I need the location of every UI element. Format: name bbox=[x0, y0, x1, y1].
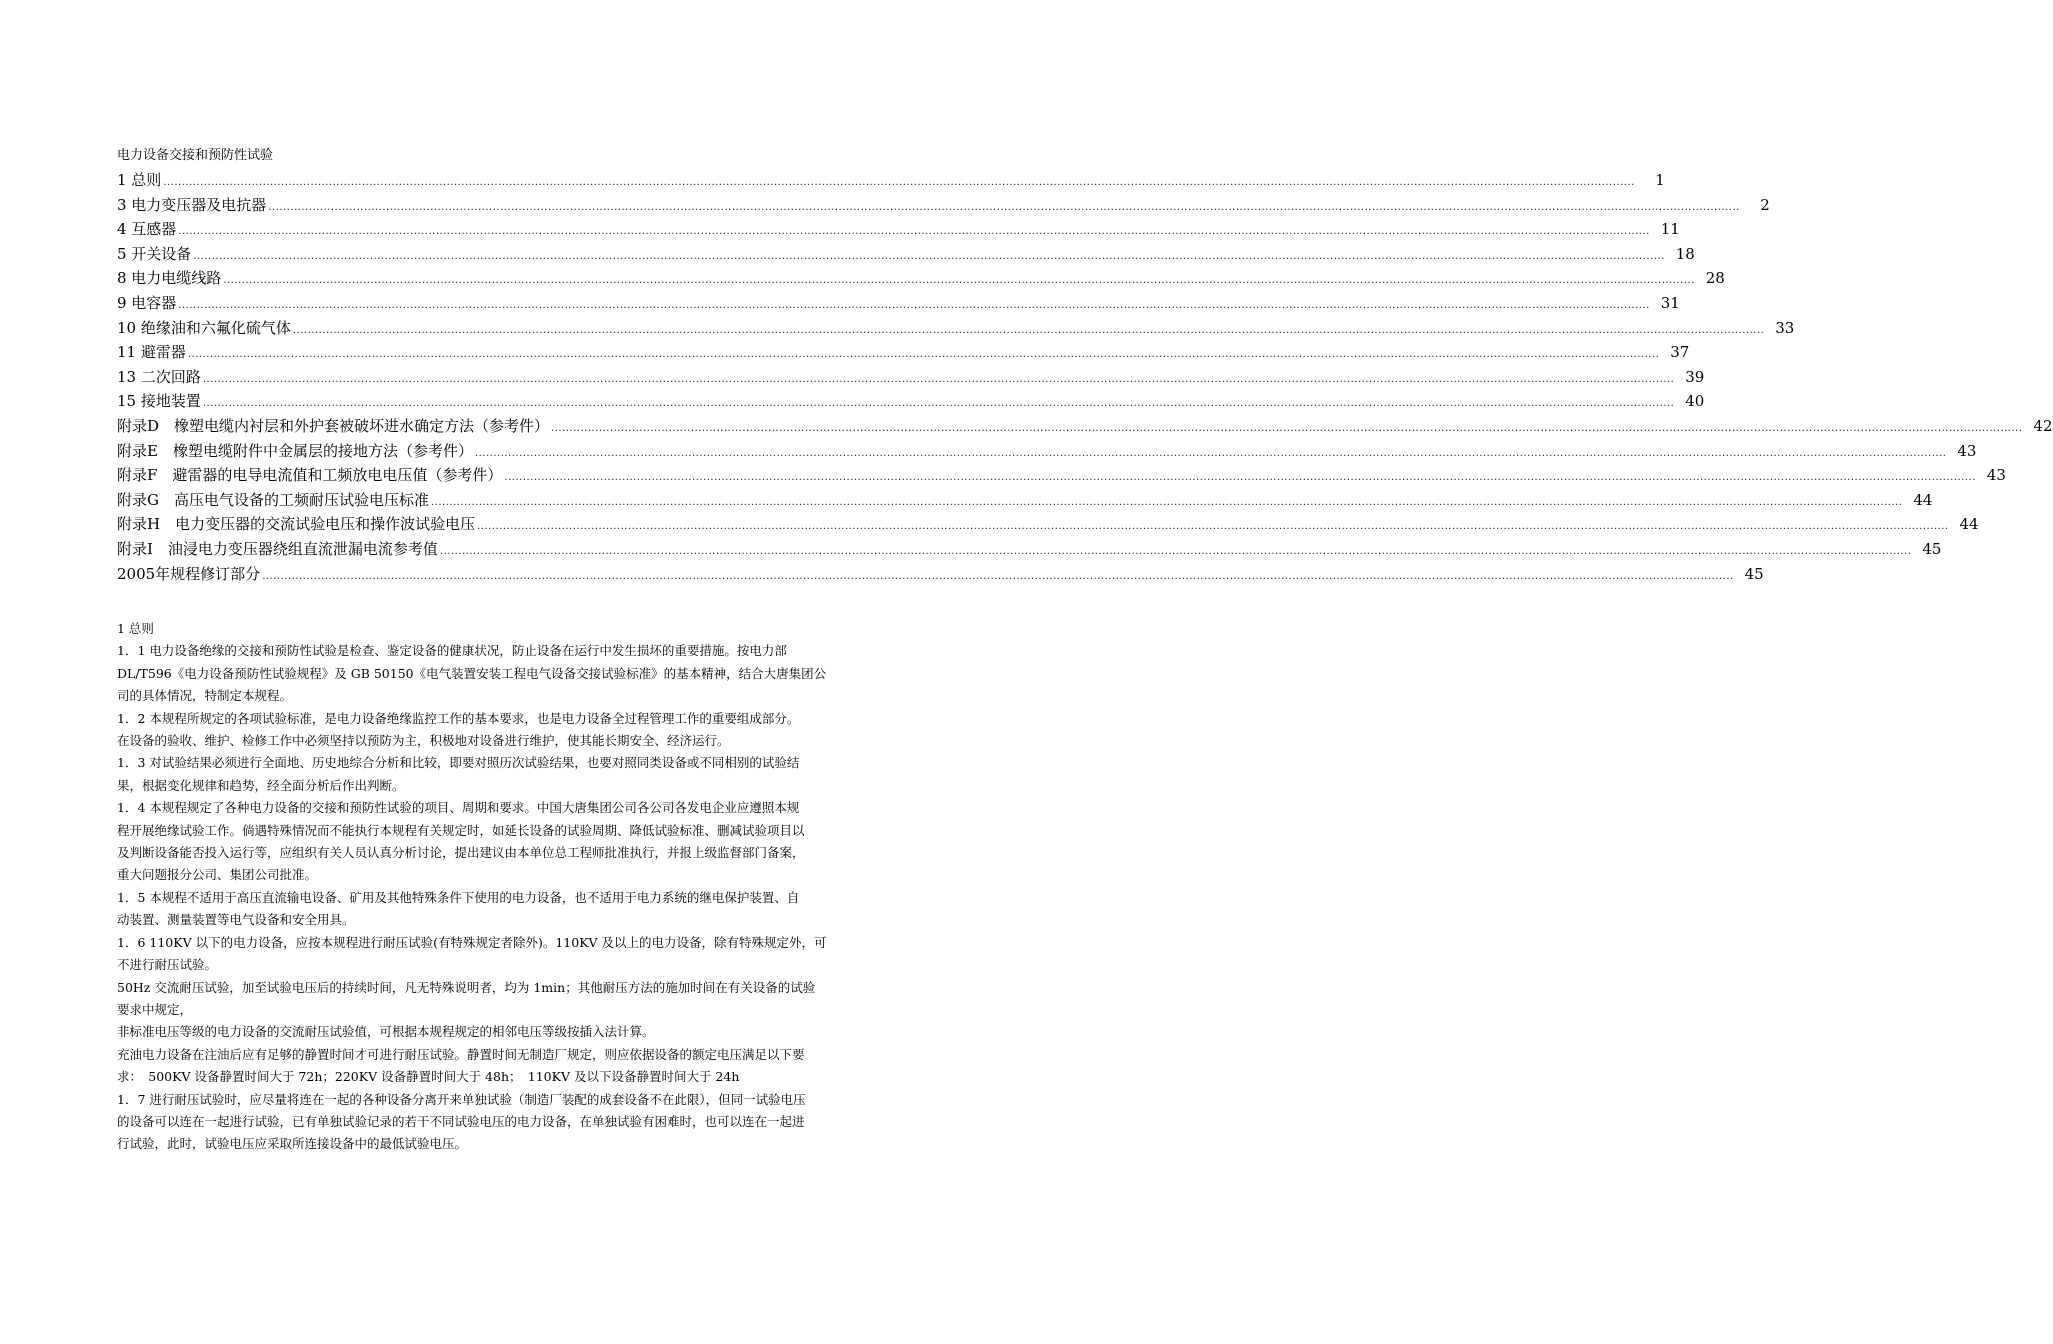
toc-entry-page: 42 bbox=[2033, 416, 2053, 435]
toc-leader-dots: ................................................................................................................................................................................................................................................................................................................................................................................................................ bbox=[477, 521, 1949, 533]
toc-entry[interactable] bbox=[117, 217, 1680, 242]
body-line: 在设备的验收、维护、检修工作中必须坚持以预防为主，积极地对设备进行维护，使其能长期安全、经济运行。 bbox=[117, 733, 730, 749]
toc-entry-page: 2 bbox=[1760, 195, 1770, 214]
section-heading: 1 总则 bbox=[117, 621, 154, 636]
toc-leader-dots: ................................................................................................................................................................................................................................................................................................................................................................................................................ bbox=[504, 472, 1976, 484]
toc-entry-label: 8 电力电缆线路 bbox=[117, 269, 222, 288]
body-line: 1．2 本规程所规定的各项试验标准，是电力设备绝缘监控工作的基本要求，也是电力设备全过程管理工作的重要组成部分。 bbox=[117, 710, 800, 726]
body-line: 司的具体情况，特制定本规程。 bbox=[117, 688, 293, 704]
body-line: 充油电力设备在注油后应有足够的静置时间才可进行耐压试验。静置时间无制造厂规定，则应依据设备的额定电压满足以下要 bbox=[117, 1046, 805, 1062]
toc-leader-dots: ................................................................................................................................................................................................................................................................................................................................................................................................................ bbox=[431, 496, 1903, 508]
toc-entry-page: 39 bbox=[1685, 367, 1705, 386]
toc-entry-label: 附录I 油浸电力变压器绕组直流泄漏电流参考值 bbox=[117, 539, 438, 558]
toc-entry-page: 43 bbox=[1986, 466, 2006, 485]
toc-leader-dots: ................................................................................................................................................................................................................................................................................................................................................................................................................ bbox=[262, 570, 1734, 582]
toc-entry[interactable] bbox=[117, 242, 1695, 267]
toc-entry-label: 1 总则 bbox=[117, 171, 162, 189]
toc-entry-page: 1 bbox=[1655, 171, 1665, 189]
toc-entry-label: 附录H 电力变压器的交流试验电压和操作波试验电压 bbox=[117, 515, 476, 534]
body-line: 行试验，此时，试验电压应采取所连接设备中的最低试验电压。 bbox=[117, 1136, 468, 1152]
toc-leader-dots: ................................................................................................................................................................................................................................................................................................................................................................................................................ bbox=[292, 324, 1765, 336]
toc-entry-label: 2005年规程修订部分 bbox=[117, 564, 261, 583]
toc-entry[interactable] bbox=[117, 316, 1795, 341]
toc-entry[interactable] bbox=[117, 439, 1977, 464]
toc-entry[interactable] bbox=[117, 266, 1725, 291]
body-line: DL/T596《电力设备预防性试验规程》及 GB 50150《电气装置安装工程电气设备交接试验标准》的基本精神，结合大唐集团公 bbox=[117, 665, 827, 681]
toc-leader-dots: ................................................................................................................................................................................................................................................................................................................................................................................................................ bbox=[202, 373, 1675, 385]
toc-leader-dots: ................................................................................................................................................................................................................................................................................................................................................................................................................ bbox=[474, 447, 1947, 459]
toc-entry[interactable] bbox=[117, 414, 2053, 439]
body-line: 非标准电压等级的电力设备的交流耐压试验值，可根据本规程规定的相邻电压等级按插入法计算。 bbox=[117, 1024, 655, 1040]
toc-entry-page: 44 bbox=[1959, 515, 1979, 534]
table-of-contents bbox=[117, 168, 2053, 586]
toc-entry-page: 45 bbox=[1922, 539, 1942, 558]
toc-entry-page: 11 bbox=[1660, 220, 1680, 239]
toc-leader-dots: ................................................................................................................................................................................................................................................................................................................................................................................................................ bbox=[178, 226, 1650, 238]
toc-entry-page: 45 bbox=[1744, 564, 1764, 583]
toc-entry-label: 10 绝缘油和六氟化硫气体 bbox=[117, 318, 291, 337]
toc-entry[interactable] bbox=[117, 512, 1979, 537]
toc-entry-label: 附录E 橡塑电缆附件中金属层的接地方法（参考件） bbox=[117, 441, 473, 460]
toc-entry-label: 15 接地装置 bbox=[117, 392, 201, 411]
toc-entry[interactable] bbox=[117, 193, 1770, 218]
toc-entry-label: 13 二次回路 bbox=[117, 367, 201, 386]
body-line: 的设备可以连在一起进行试验，已有单独试验记录的若干不同试验电压的电力设备，在单独试验有困难时，也可以连在一起进 bbox=[117, 1113, 805, 1129]
toc-entry-label: 5 开关设备 bbox=[117, 244, 192, 263]
toc-entry[interactable] bbox=[117, 463, 2006, 488]
body-line: 程开展绝缘试验工作。倘遇特殊情况而不能执行本规程有关规定时，如延长设备的试验周期、降低试验标准、删减试验项目以 bbox=[117, 822, 805, 838]
toc-leader-dots: ................................................................................................................................................................................................................................................................................................................................................................................................................ bbox=[187, 349, 1660, 361]
body-line: 50Hz 交流耐压试验，加至试验电压后的持续时间，凡无特殊说明者，均为 1min；其他耐压方法的施加时间在有关设备的试验 bbox=[117, 979, 816, 995]
toc-entry-page: 28 bbox=[1705, 269, 1725, 288]
toc-leader-dots: ................................................................................................................................................................................................................................................................................................................................................................................................................ bbox=[223, 275, 1695, 287]
document-title: 电力设备交接和预防性试验 bbox=[117, 148, 274, 163]
toc-leader-dots: ................................................................................................................................................................................................................................................................................................................................................................................................................ bbox=[178, 299, 1650, 311]
body-line: 重大问题报分公司、集团公司批准。 bbox=[117, 867, 318, 883]
toc-leader-dots: ................................................................................................................................................................................................................................................................................................................................................................................................................ bbox=[163, 177, 1635, 188]
body-line: 动装置、测量装置等电气设备和安全用具。 bbox=[117, 912, 355, 928]
toc-leader-dots: ................................................................................................................................................................................................................................................................................................................................................................................................................ bbox=[202, 398, 1675, 410]
toc-entry-page: 40 bbox=[1685, 392, 1705, 411]
toc-leader-dots: ................................................................................................................................................................................................................................................................................................................................................................................................................ bbox=[193, 250, 1665, 262]
toc-entry-page: 37 bbox=[1670, 343, 1690, 362]
toc-entry-page: 31 bbox=[1660, 293, 1680, 312]
body-line: 要求中规定， bbox=[117, 1001, 193, 1017]
toc-entry-label: 附录F 避雷器的电导电流值和工频放电电压值（参考件） bbox=[117, 466, 503, 485]
body-line: 不进行耐压试验。 bbox=[117, 957, 218, 973]
toc-entry-label: 9 电容器 bbox=[117, 293, 177, 312]
toc-entry[interactable] bbox=[117, 562, 1764, 587]
body-line: 及判断设备能否投入运行等，应组织有关人员认真分析讨论，提出建议由本单位总工程师批准执行，并报上级监督部门备案， bbox=[117, 845, 805, 861]
toc-entry[interactable] bbox=[117, 389, 1705, 414]
toc-entry-label: 4 互感器 bbox=[117, 220, 177, 239]
toc-entry[interactable] bbox=[117, 537, 1942, 562]
document-body bbox=[117, 618, 909, 1156]
toc-entry-page: 18 bbox=[1675, 244, 1695, 263]
toc-entry[interactable] bbox=[117, 365, 1705, 390]
toc-entry-page: 33 bbox=[1775, 318, 1795, 337]
body-line: 1．4 本规程规定了各种电力设备的交接和预防性试验的项目、周期和要求。中国大唐集团公司各公司各发电企业应遵照本规 bbox=[117, 800, 800, 816]
body-line: 1．6 110KV 以下的电力设备，应按本规程进行耐压试验(有特殊规定者除外)。110KV 及以上的电力设备，除有特殊规定外，可 bbox=[117, 934, 827, 950]
toc-entry-page: 44 bbox=[1913, 490, 1933, 509]
toc-entry[interactable] bbox=[117, 291, 1680, 316]
toc-entry-label: 附录G 高压电气设备的工频耐压试验电压标准 bbox=[117, 490, 429, 509]
toc-leader-dots: ................................................................................................................................................................................................................................................................................................................................................................................................................ bbox=[551, 422, 2023, 434]
toc-entry-label: 3 电力变压器及电抗器 bbox=[117, 195, 267, 214]
toc-entry[interactable] bbox=[117, 340, 1690, 365]
toc-entry-label: 附录D 橡塑电缆内衬层和外护套被破坏进水确定方法（参考件） bbox=[117, 416, 550, 435]
toc-entry-label: 11 避雷器 bbox=[117, 343, 186, 362]
toc-entry[interactable] bbox=[117, 168, 1665, 193]
toc-entry[interactable] bbox=[117, 488, 1933, 513]
body-line: 1．5 本规程不适用于高压直流输电设备、矿用及其他特殊条件下使用的电力设备，也不适用于电力系统的继电保护装置、自 bbox=[117, 889, 800, 905]
toc-leader-dots: ................................................................................................................................................................................................................................................................................................................................................................................................................ bbox=[439, 545, 1912, 557]
body-line: 1．7 进行耐压试验时，应尽量将连在一起的各种设备分离开来单独试验（制造厂装配的成套设备不在此限），但同一试验电压 bbox=[117, 1091, 806, 1107]
toc-entry-page: 43 bbox=[1957, 441, 1977, 460]
body-line: 求： 500KV 设备静置时间大于 72h；220KV 设备静置时间大于 48h； 110KV 及以下设备静置时间大于 24h bbox=[117, 1069, 740, 1085]
body-line: 1．1 电力设备绝缘的交接和预防性试验是检查、鉴定设备的健康状况，防止设备在运行中发生损坏的重要措施。按电力部 bbox=[117, 643, 787, 659]
body-line: 果，根据变化规律和趋势，经全面分析后作出判断。 bbox=[117, 777, 405, 793]
toc-leader-dots: ................................................................................................................................................................................................................................................................................................................................................................................................................ bbox=[268, 201, 1740, 213]
body-line: 1．3 对试验结果必须进行全面地、历史地综合分析和比较，即要对照历次试验结果，也要对照同类设备或不同相别的试验结 bbox=[117, 755, 800, 771]
